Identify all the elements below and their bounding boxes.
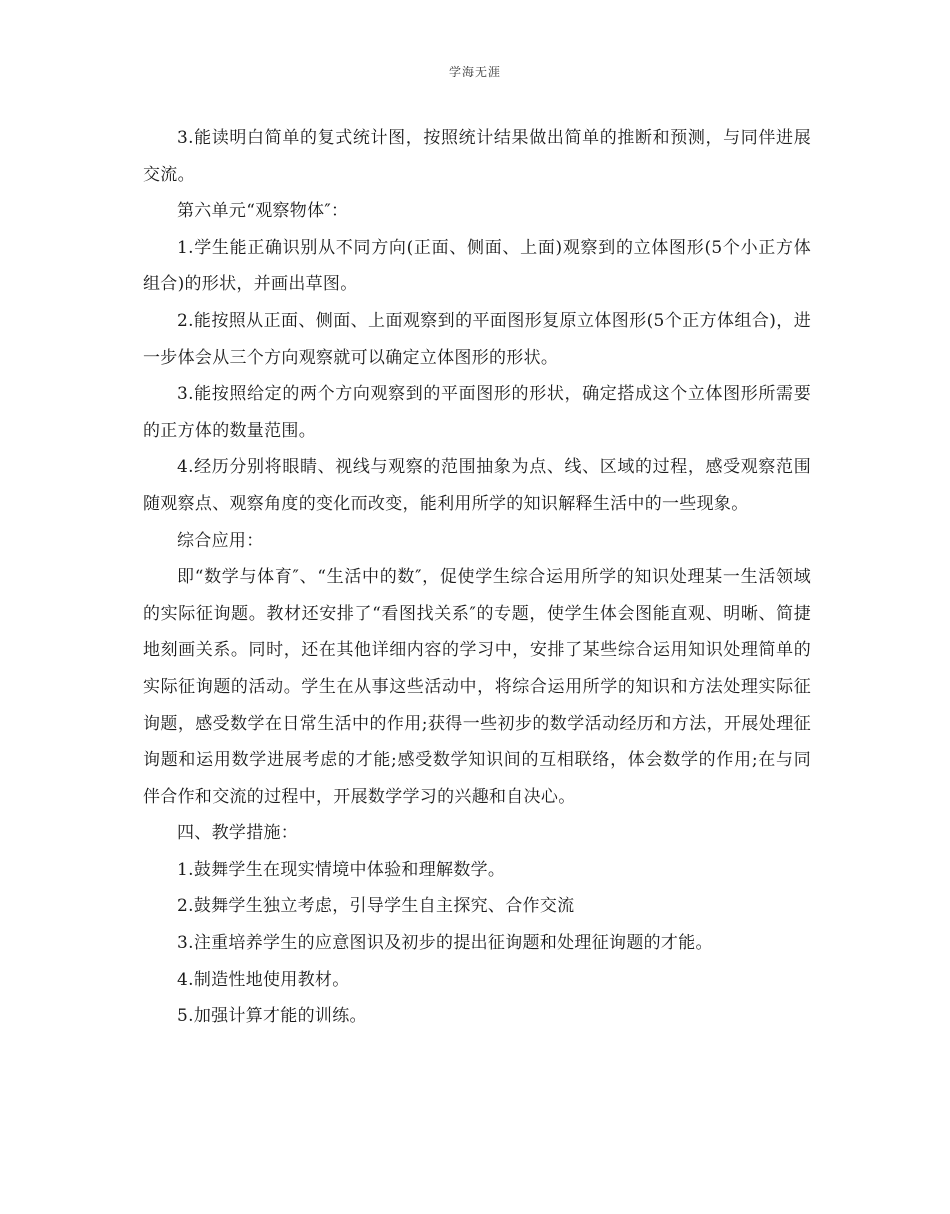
- paragraph-observe-views: 1.学生能正确识别从不同方向(正面、侧面、上面)观察到的立体图形(5个小正方体组合)的形状，并画出草图。: [143, 237, 811, 295]
- list-item-measure-5: 5.加强计算才能的训练。: [177, 1006, 367, 1027]
- paragraph-cube-range: 3.能按照给定的两个方向观察到的平面图形的形状，确定搭成这个立体图形所需要的正方体的数量范围。: [143, 384, 811, 441]
- list-item-measure-4: 4.制造性地使用教材。: [177, 969, 350, 990]
- list-item-measure-1: 1.鼓舞学生在现实情境中体验和理解数学。: [177, 859, 506, 880]
- paragraph-observation-range: 4.经历分别将眼睛、视线与观察的范围抽象为点、线、区域的过程，感受观察范围随观察点、观察角度的变化而改变，能利用所学的知识解释生活中的一些现象。: [143, 457, 811, 514]
- paragraph-restore-solid: 2.能按照从正面、侧面、上面观察到的平面图形复原立体图形(5个正方体组合)，进一步体会从三个方向观察就可以确定立体图形的形状。: [143, 310, 811, 368]
- list-item-measure-3: 3.注重培养学生的应意图识及初步的提出征询题和处理征询题的才能。: [177, 933, 713, 954]
- document-body: [143, 120, 811, 1035]
- section-heading-applications: 综合应用：: [177, 530, 264, 551]
- paragraph-applications-body: 即“数学与体育″、“生活中的数″，促使学生综合运用所学的知识处理某一生活领域的实际征询题。教材还安排了“看图找关系″的专题，使学生体会图能直观、明晰、简捷地刻画关系。同时，还在其他详细内容的学习中，安排了某些综合运用知识处理简单的实际征询题的活动。学生在从事这些活动中，将综合运用所学的知识和方法处理实际征询题，感受数学在日常生活中的作用;获得一些初步的数学活动经历和方法，开展处理征询题和运用数学进展考虑的才能;感受数学知识间的互相联络，体会数学的作用;在与同伴合作和交流的过程中，开展数学学习的兴趣和自决心。: [143, 567, 811, 807]
- section-heading-teaching-measures: 四、教学措施：: [177, 823, 299, 844]
- page-header: 学海无涯: [448, 65, 501, 79]
- list-item-measure-2: 2.鼓舞学生独立考虑，引导学生自主探究、合作交流: [177, 896, 575, 917]
- section-heading-unit-six: 第六单元“观察物体″：: [177, 201, 349, 222]
- paragraph-stats-reading: 3.能读明白简单的复式统计图，按照统计结果做出简单的推断和预测，与同伴进展交流。: [143, 128, 811, 185]
